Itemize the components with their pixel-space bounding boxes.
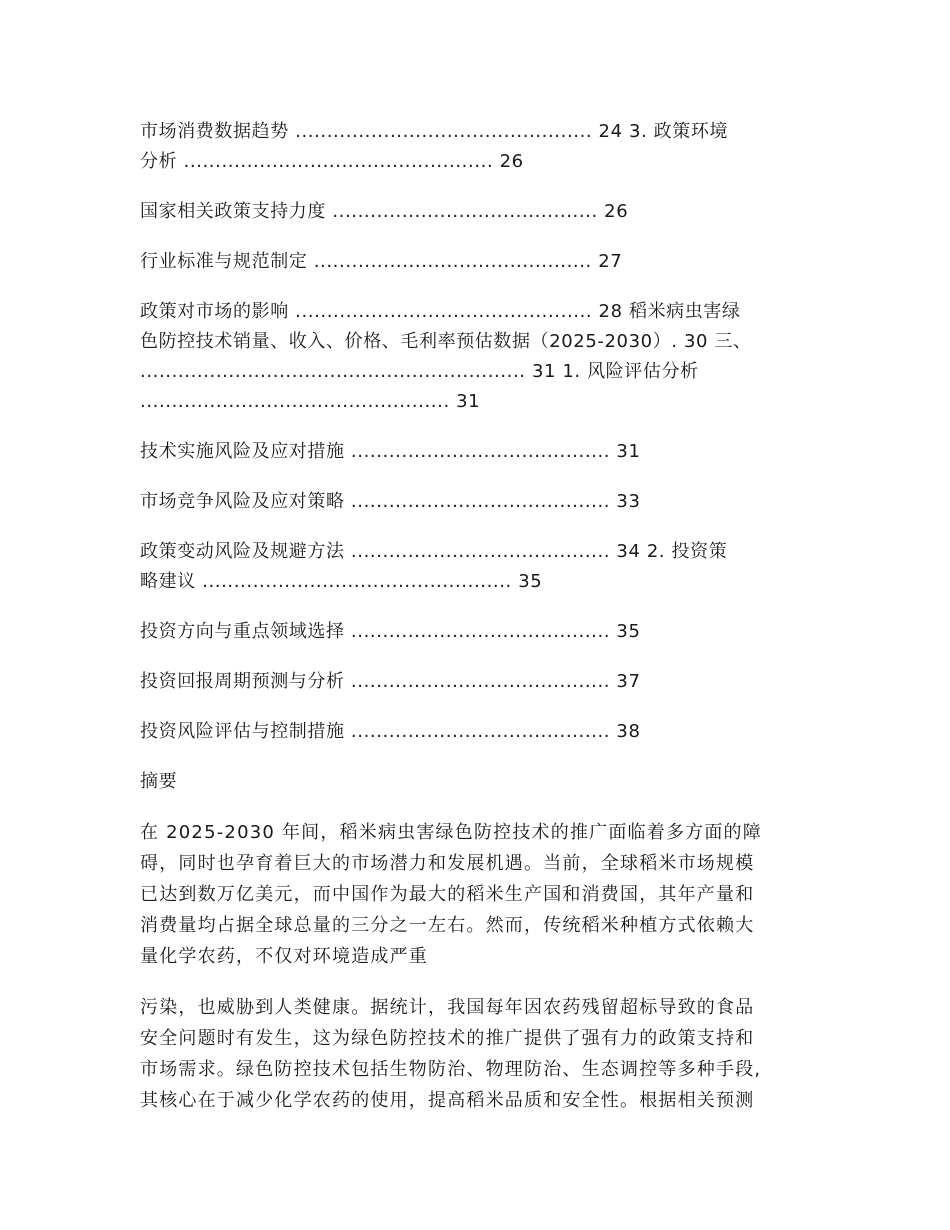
body-line: 碍，同时也孕育着巨大的市场潜力和发展机遇。当前，全球稻米市场规模 xyxy=(140,853,755,874)
abstract-heading xyxy=(140,767,805,797)
toc-entry[interactable] xyxy=(140,247,805,277)
body-line: 量化学农药，不仅对环境造成严重 xyxy=(140,946,428,967)
toc-entry[interactable] xyxy=(140,717,805,747)
toc-line: 国家相关政策支持力度 .......................................... 26 xyxy=(140,201,629,222)
toc-line: ................................................. 31 xyxy=(140,391,481,412)
toc-line: 略建议 ................................................. 35 xyxy=(140,571,543,592)
document-page xyxy=(140,117,805,1116)
body-line: 安全问题时有发生，这为绿色防控技术的推广提供了强有力的政策支持和 xyxy=(140,1028,755,1049)
toc-entry[interactable] xyxy=(140,617,805,647)
toc-line: 投资回报周期预测与分析 ......................................... 37 xyxy=(140,671,641,692)
toc-entry[interactable] xyxy=(140,297,805,417)
toc-entry[interactable] xyxy=(140,197,805,227)
body-line: 市场需求。绿色防控技术包括生物防治、物理防治、生态调控等多种手段, xyxy=(140,1059,762,1080)
body-line: 污染，也威胁到人类健康。据统计，我国每年因农药残留超标导致的食品 xyxy=(140,997,755,1018)
toc-entry[interactable] xyxy=(140,487,805,517)
toc-line: 投资方向与重点领域选择 ......................................... 35 xyxy=(140,621,641,642)
toc-line: 分析 ................................................. 26 xyxy=(140,151,524,172)
body-line: 其核心在于减少化学农药的使用，提高稻米品质和安全性。根据相关预测 xyxy=(140,1090,755,1111)
abstract-heading-text: 摘要 xyxy=(140,771,178,792)
toc-line: ............................................................. 31 1. 风险评估分析 xyxy=(140,361,699,382)
toc-entry[interactable] xyxy=(140,537,805,597)
body-paragraph xyxy=(140,992,805,1116)
toc-line: 技术实施风险及应对措施 ......................................... 31 xyxy=(140,441,641,462)
toc-entry[interactable] xyxy=(140,667,805,697)
toc-line: 市场消费数据趋势 ............................................... 24 3. 政策环境 xyxy=(140,121,729,142)
toc-line: 行业标准与规范制定 ............................................ 27 xyxy=(140,251,623,272)
toc-line: 政策变动风险及规避方法 ......................................... 34 2. 投资策 xyxy=(140,541,728,562)
body-line: 消费量均占据全球总量的三分之一左右。然而，传统稻米种植方式依赖大 xyxy=(140,915,755,936)
toc-entry[interactable] xyxy=(140,117,805,177)
toc-line: 政策对市场的影响 ............................................... 28 稻米病虫害绿 xyxy=(140,301,741,322)
body-line: 在 2025-2030 年间，稻米病虫害绿色防控技术的推广面临着多方面的障 xyxy=(140,822,762,843)
toc-line: 市场竞争风险及应对策略 ......................................... 33 xyxy=(140,491,641,512)
body-paragraph xyxy=(140,817,805,972)
toc-line: 投资风险评估与控制措施 ......................................... 38 xyxy=(140,721,641,742)
toc-line: 色防控技术销量、收入、价格、毛利率预估数据（2025-2030）. 30 三、 xyxy=(140,331,752,352)
body-line: 已达到数万亿美元，而中国作为最大的稻米生产国和消费国，其年产量和 xyxy=(140,884,755,905)
toc-entry[interactable] xyxy=(140,437,805,467)
